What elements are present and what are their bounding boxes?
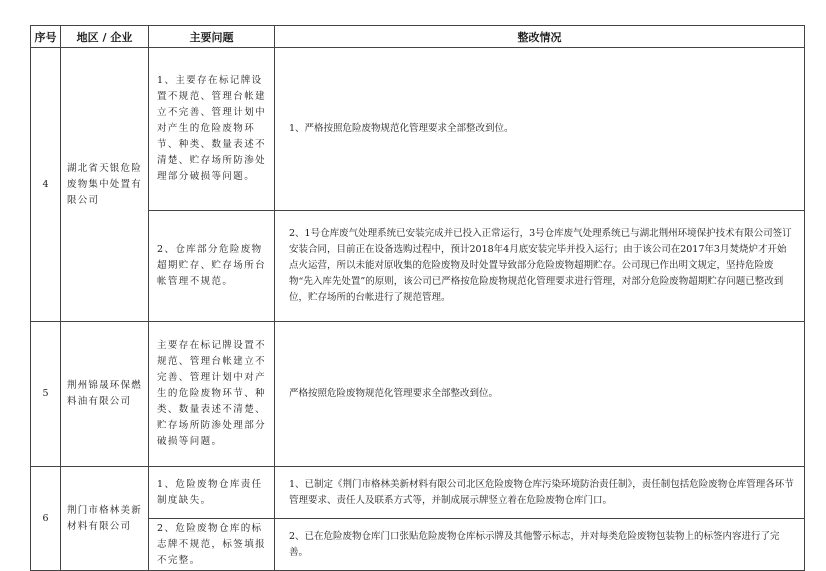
row-rectification — [275, 519, 805, 571]
table-header-row — [31, 26, 805, 48]
row-region: 湖北省天银危险废物集中处置有限公司 — [61, 48, 149, 322]
row-rectification — [275, 211, 805, 322]
rectification-table — [30, 25, 805, 571]
table-row — [31, 48, 805, 211]
row-issue: 2、仓库部分危险废物超期贮存、贮存场所台帐管理不规范。 — [149, 211, 275, 322]
header-rectification: 整改情况 — [275, 26, 805, 48]
header-region: 地区 / 企业 — [61, 26, 149, 48]
table-row — [31, 322, 805, 467]
row-issue: 2、危险废物仓库的标志牌不规范，标签填报不完整。 — [149, 519, 275, 571]
row-rectification — [275, 48, 805, 211]
row-serial: 6 — [31, 467, 61, 571]
rectification-paragraph: 严格按照危险废物规范化管理要求全部整改到位。 — [289, 388, 499, 399]
header-serial: 序号 — [31, 26, 61, 48]
table-row — [31, 467, 805, 519]
row-issue: 主要存在标记牌设置不规范、管理台帐建立不完善、管理计划中对产生的危险废物环节、种类、数量表述不清楚、贮存场所防渗处理部分破损等问题。 — [149, 322, 275, 467]
rectification-paragraph: 2、1号仓库废气处理系统已安装完成并已投入正常运行，3号仓库废气处理系统已与湖北荆州环境保护技术有限公司签订安装合同，目前正在设备选购过程中，预计2018年4月底安装完毕并投入运行；由于该公司在2017年3月焚烧炉才开始点火运营，所以未能对原收集的危险废物及时处置导致部分危险废物超期贮存。公司现已作出明文规定，坚持危险废物“先入库先处置”的原则，该公司已严格按危险废物规范化管理要求进行管理，对部分危险废物超期贮存问题已整改到位，贮存场所的台帐进行了规范管理。 — [289, 228, 792, 303]
rectification-paragraph: 2、已在危险废物仓库门口张贴危险废物仓库标示牌及其他警示标志，并对每类危险废物包装物上的标签内容进行了完善。 — [289, 530, 780, 558]
row-serial: 4 — [31, 48, 61, 322]
row-serial: 5 — [31, 322, 61, 467]
row-rectification — [275, 322, 805, 467]
row-region: 荆州锦晟环保燃料油有限公司 — [61, 322, 149, 467]
rectification-paragraph: 1、已制定《荆门市格林美新材料有限公司北区危险废物仓库污染环境防治责任制》，责任制包括危险废物仓库管理各环节管理要求、责任人及联系方式等，并制成展示牌竖立着在危险废物仓库门口。 — [289, 478, 794, 506]
row-rectification — [275, 467, 805, 519]
row-region: 荆门市格林美新材料有限公司 — [61, 467, 149, 571]
row-issue: 1、危险废物仓库责任制度缺失。 — [149, 467, 275, 519]
rectification-paragraph: 1、严格按照危险废物规范化管理要求全部整改到位。 — [289, 123, 514, 134]
row-issue: 1、主要存在标记牌设置不规范、管理台帐建立不完善、管理计划中对产生的危险废物环节、种类、数量表述不清楚、贮存场所防渗处理部分破损等问题。 — [149, 48, 275, 211]
header-issue: 主要问题 — [149, 26, 275, 48]
